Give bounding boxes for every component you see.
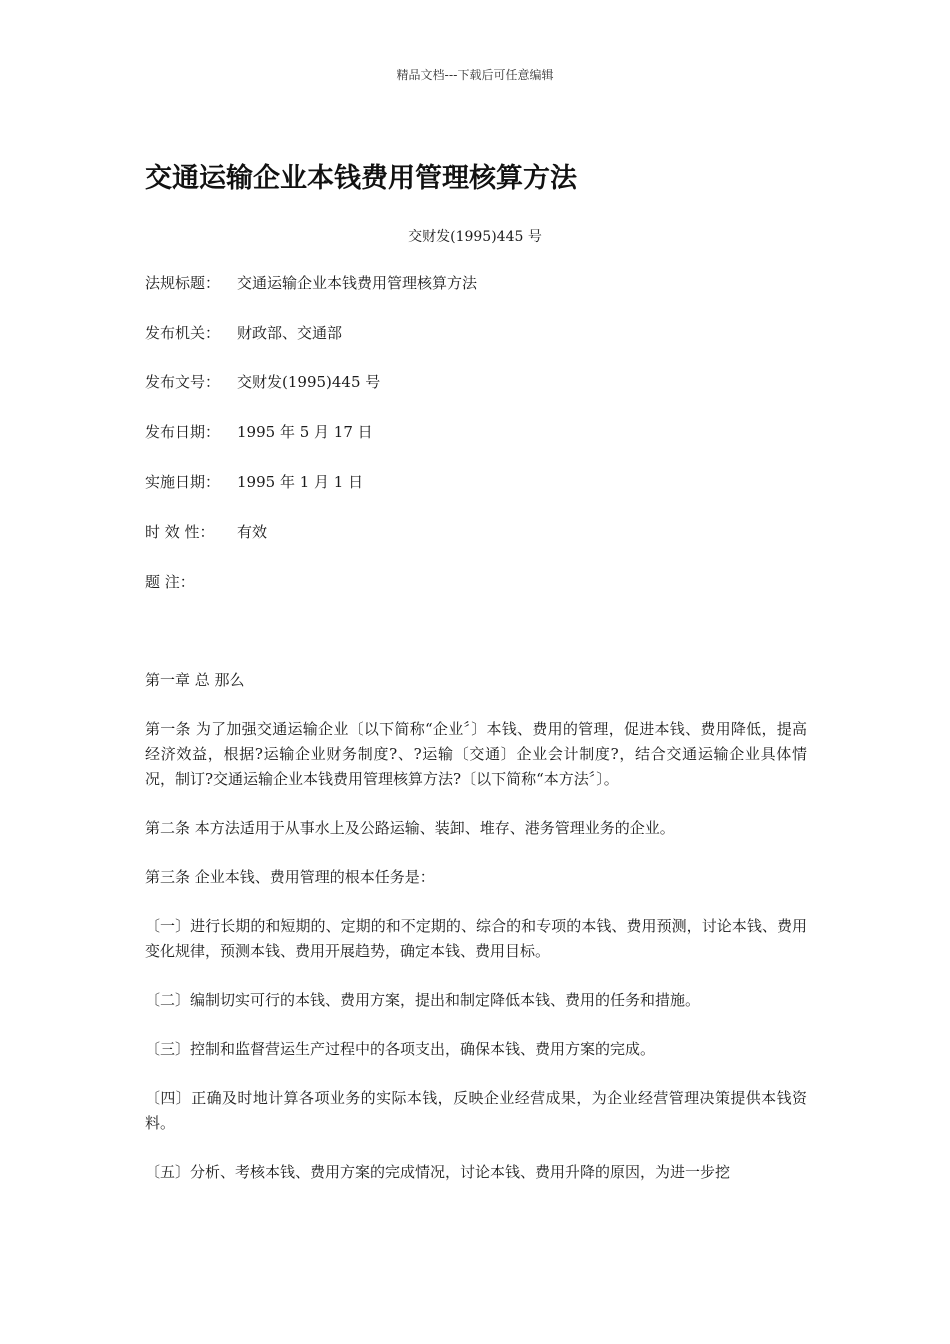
clause-paragraph: 〔一〕进行长期的和短期的、定期的和不定期的、综合的和专项的本钱、费用预测，讨论本钱、费用变化规律，预测本钱、费用开展趋势，确定本钱、费用目标。: [145, 917, 807, 960]
meta-row-note: [145, 571, 237, 592]
clause-paragraph: 〔三〕控制和监督营运生产过程中的各项支出，确保本钱、费用方案的完成。: [145, 1040, 656, 1058]
meta-label: 法规标题：: [145, 274, 221, 292]
meta-row-issuer: [145, 322, 342, 343]
meta-label: 题 注：: [145, 573, 195, 591]
meta-label: 发布文号：: [145, 373, 221, 391]
clause-paragraph: 〔五〕分析、考核本钱、费用方案的完成情况，讨论本钱、费用升降的原因，为进一步挖: [145, 1163, 731, 1181]
clause-paragraph: 〔四〕正确及时地计算各项业务的实际本钱，反映企业经营成果，为企业经营管理决策提供本钱资料。: [145, 1089, 807, 1132]
article-paragraph: 第一条 为了加强交通运输企业〔以下简称“企业〞〕本钱、费用的管理，促进本钱、费用降低，提高经济效益，根据?运输企业财务制度?、?运输〔交通〕企业会计制度?，结合交通运输企业具体情况，制订?交通运输企业本钱费用管理核算方法?〔以下简称“本方法〞〕。: [145, 720, 807, 788]
article-paragraph: 第三条 企业本钱、费用管理的根本任务是：: [145, 868, 435, 886]
meta-value: 财政部、交通部: [237, 324, 343, 342]
meta-row-title: [145, 272, 477, 293]
chapter-heading: 第一章 总 那么: [145, 671, 245, 689]
meta-value: 1995 年 5 月 17 日: [237, 423, 373, 441]
document-body: [145, 668, 807, 1209]
meta-value: 1995 年 1 月 1 日: [237, 473, 364, 491]
meta-row-publish-date: [145, 421, 373, 442]
document-number: 交财发(1995)445 号: [408, 229, 542, 245]
meta-label: 时 效 性：: [145, 523, 215, 541]
article-paragraph: 第二条 本方法适用于从事水上及公路运输、装卸、堆存、港务管理业务的企业。: [145, 819, 675, 837]
clause-paragraph: 〔二〕编制切实可行的本钱、费用方案，提出和制定降低本钱、费用的任务和措施。: [145, 991, 701, 1009]
meta-row-validity: [145, 521, 267, 542]
document-title: 交通运输企业本钱费用管理核算方法: [145, 163, 577, 194]
meta-value: 交财发(1995)445 号: [237, 373, 381, 391]
meta-row-effective-date: [145, 471, 363, 492]
meta-value: 有效: [237, 523, 268, 541]
header-note: 精品文档---下载后可任意编辑: [396, 68, 554, 82]
meta-value: 交通运输企业本钱费用管理核算方法: [237, 274, 478, 292]
meta-label: 实施日期：: [145, 473, 221, 491]
meta-row-doc-number: [145, 371, 380, 392]
meta-label: 发布机关：: [145, 324, 221, 342]
meta-label: 发布日期：: [145, 423, 221, 441]
